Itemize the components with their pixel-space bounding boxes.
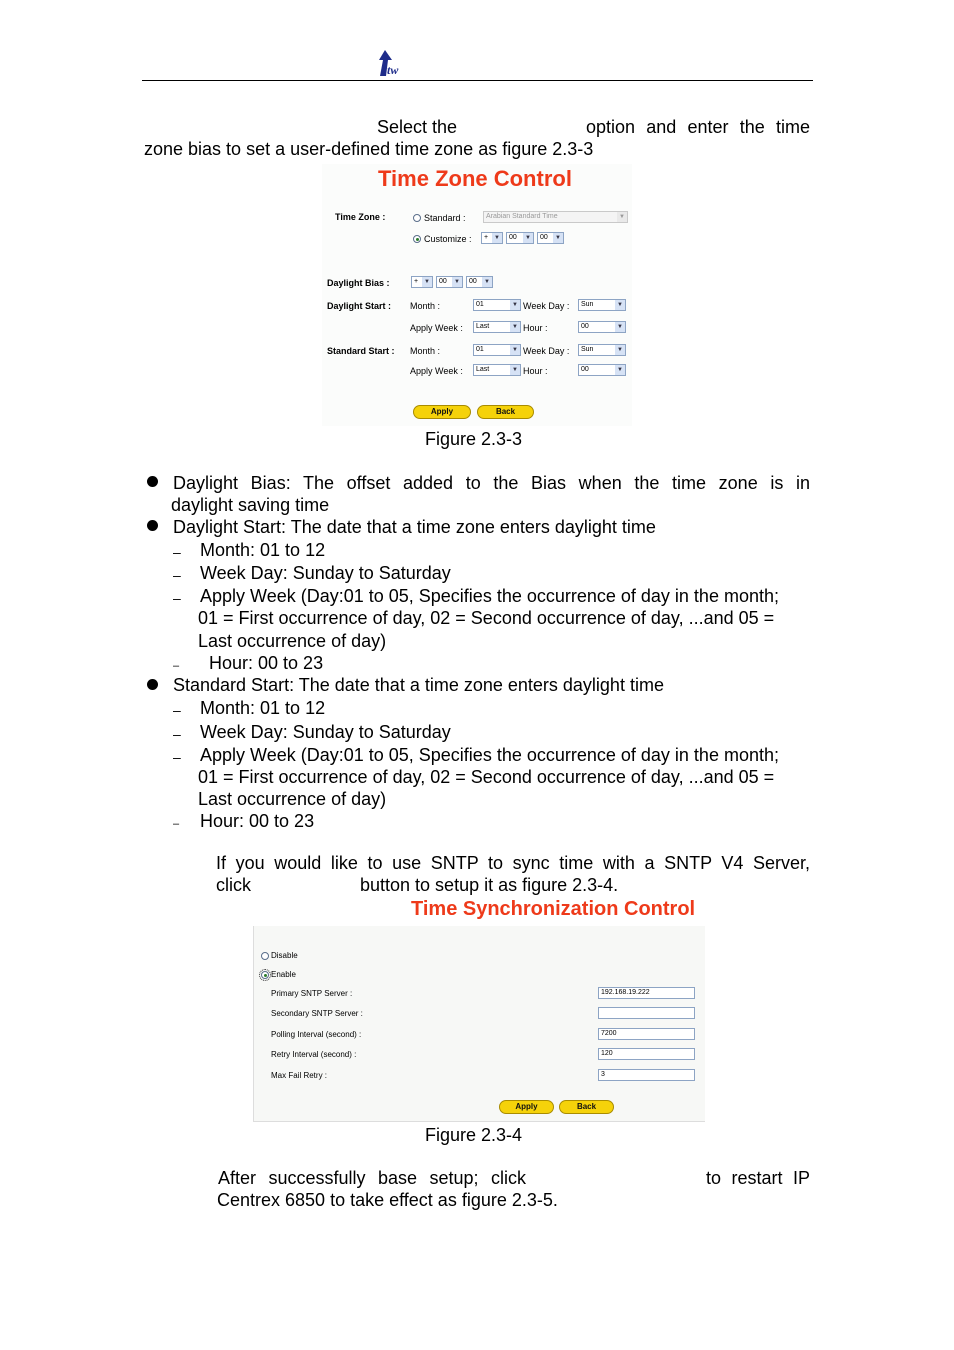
bias-hour-select[interactable] bbox=[436, 276, 463, 288]
bias-sign-select[interactable] bbox=[411, 276, 433, 288]
ds-weekday-label: Week Day : bbox=[523, 301, 570, 311]
disable-label: Disable bbox=[271, 951, 298, 960]
standard-timezone-select[interactable] bbox=[483, 211, 628, 223]
outro-text-line2: Centrex 6850 to take effect as figure 2.3-5. bbox=[217, 1190, 558, 1210]
standard-start-desc: Standard Start: The date that a time zone enters daylight time bbox=[173, 675, 664, 695]
ss-hour-desc: Hour: 00 to 23 bbox=[200, 811, 315, 831]
ss-month-label: Month : bbox=[410, 346, 441, 356]
ds-hour-label: Hour : bbox=[523, 323, 548, 333]
figure2-caption: Figure 2.3-4 bbox=[425, 1125, 523, 1145]
select-value: 00 bbox=[581, 366, 589, 373]
chevron-down-icon: ▼ bbox=[615, 365, 625, 375]
secondary-sntp-label: Secondary SNTP Server : bbox=[271, 1009, 363, 1018]
ds-applyweek-label: Apply Week : bbox=[410, 323, 463, 333]
customize-hour-select[interactable] bbox=[506, 232, 534, 244]
ds-month-desc: Month: 01 to 12 bbox=[200, 540, 326, 560]
daylight-start-label: Daylight Start : bbox=[327, 301, 392, 311]
ss-applyweek-label: Apply Week : bbox=[410, 366, 463, 376]
select-value: Last bbox=[476, 366, 490, 373]
chevron-down-icon: ▼ bbox=[482, 277, 492, 287]
disable-radio[interactable] bbox=[261, 952, 269, 960]
ss-applyweek-desc-2: 01 = First occurrence of day, 02 = Second occurrence of day, ...and 05 = bbox=[198, 767, 775, 787]
ss-applyweek-desc-3: Last occurrence of day) bbox=[198, 789, 387, 809]
standard-radio[interactable] bbox=[413, 214, 421, 222]
ds-applyweek-select[interactable] bbox=[473, 321, 521, 333]
select-value: 01 bbox=[476, 346, 484, 353]
ss-weekday-label: Week Day : bbox=[523, 346, 570, 356]
svg-text:tw: tw bbox=[387, 63, 399, 77]
intro-text-b: option and enter the time bbox=[586, 117, 810, 137]
ss-hour-select[interactable] bbox=[578, 364, 626, 376]
daylight-start-desc: Daylight Start: The date that a time zone enters daylight time bbox=[173, 517, 656, 537]
company-logo-icon bbox=[376, 50, 406, 78]
ss-weekday-desc: Week Day: Sunday to Saturday bbox=[200, 722, 451, 742]
ds-weekday-select[interactable] bbox=[578, 299, 626, 311]
ds-hour-desc: Hour: 00 to 23 bbox=[209, 653, 324, 673]
polling-interval-input[interactable]: 7200 bbox=[598, 1028, 695, 1040]
figure-title: Time Synchronization Control bbox=[411, 898, 696, 920]
chevron-down-icon: ▼ bbox=[422, 277, 432, 287]
outro-text-b: to restart IP bbox=[706, 1168, 810, 1188]
apply-button[interactable]: Apply bbox=[499, 1100, 554, 1114]
select-value: Sun bbox=[581, 301, 594, 308]
ds-applyweek-desc-1: Apply Week (Day:01 to 05, Specifies the occurrence of day in the month; bbox=[200, 586, 779, 606]
back-button[interactable]: Back bbox=[477, 405, 534, 419]
standard-label: Standard : bbox=[424, 213, 466, 223]
chevron-down-icon: ▼ bbox=[553, 233, 563, 243]
enable-label: Enable bbox=[271, 970, 296, 979]
chevron-down-icon: ▼ bbox=[452, 277, 462, 287]
primary-sntp-input[interactable]: 192.168.19.222 bbox=[598, 987, 695, 999]
select-value: Sun bbox=[581, 346, 594, 353]
time-zone-control-figure bbox=[322, 164, 632, 426]
bullet-dot bbox=[147, 679, 158, 690]
ds-month-label: Month : bbox=[410, 301, 441, 311]
dash-marker: – bbox=[173, 726, 181, 742]
chevron-down-icon: ▼ bbox=[617, 212, 627, 222]
chevron-down-icon: ▼ bbox=[510, 365, 520, 375]
daylight-bias-desc-line2: daylight saving time bbox=[171, 495, 330, 515]
ss-month-desc: Month: 01 to 12 bbox=[200, 698, 326, 718]
intro-text-line2: zone bias to set a user-defined time zone as figure 2.3-3 bbox=[144, 139, 594, 159]
ss-applyweek-select[interactable] bbox=[473, 364, 521, 376]
bias-min-select[interactable] bbox=[466, 276, 493, 288]
time-zone-label: Time Zone : bbox=[335, 212, 386, 222]
dash-marker: – bbox=[173, 749, 181, 765]
sntp-text-line1: If you would like to use SNTP to sync time with a SNTP V4 Server, bbox=[216, 853, 810, 873]
ds-month-select[interactable] bbox=[473, 299, 521, 311]
daylight-bias-label: Daylight Bias : bbox=[327, 278, 390, 288]
bullet-dot bbox=[147, 476, 158, 487]
dash-marker: – bbox=[173, 544, 181, 560]
select-value: + bbox=[484, 234, 489, 241]
dash-marker: – bbox=[173, 567, 181, 583]
chevron-down-icon: ▼ bbox=[615, 300, 625, 310]
chevron-down-icon: ▼ bbox=[510, 322, 520, 332]
chevron-down-icon: ▼ bbox=[523, 233, 533, 243]
retry-interval-input[interactable]: 120 bbox=[598, 1048, 695, 1060]
sync-panel bbox=[253, 926, 705, 1122]
primary-sntp-label: Primary SNTP Server : bbox=[271, 989, 353, 998]
ds-weekday-desc: Week Day: Sunday to Saturday bbox=[200, 563, 451, 583]
ds-hour-select[interactable] bbox=[578, 321, 626, 333]
retry-interval-label: Retry Interval (second) : bbox=[271, 1050, 357, 1059]
ds-applyweek-desc-3: Last occurrence of day) bbox=[198, 631, 387, 651]
select-value: 00 bbox=[509, 234, 517, 241]
ss-applyweek-desc-1: Apply Week (Day:01 to 05, Specifies the occurrence of day in the month; bbox=[200, 745, 779, 765]
ss-weekday-select[interactable] bbox=[578, 344, 626, 356]
dash-marker: – bbox=[173, 818, 180, 830]
enable-radio[interactable] bbox=[261, 971, 269, 979]
standard-start-label: Standard Start : bbox=[327, 346, 395, 356]
chevron-down-icon: ▼ bbox=[510, 345, 520, 355]
chevron-down-icon: ▼ bbox=[510, 300, 520, 310]
select-value: Last bbox=[476, 323, 490, 330]
time-sync-control-figure bbox=[253, 898, 705, 1122]
chevron-down-icon: ▼ bbox=[492, 233, 502, 243]
ss-hour-label: Hour : bbox=[523, 366, 548, 376]
select-value: 00 bbox=[540, 234, 548, 241]
select-value: 01 bbox=[476, 301, 484, 308]
header-rule bbox=[142, 80, 813, 81]
daylight-bias-desc-line1: Daylight Bias: The offset added to the Bias when the time zone is in bbox=[173, 473, 810, 493]
chevron-down-icon: ▼ bbox=[615, 322, 625, 332]
dash-marker: – bbox=[173, 702, 181, 718]
select-value: + bbox=[414, 278, 419, 285]
dash-marker: – bbox=[173, 590, 181, 606]
customize-label: Customize : bbox=[424, 234, 472, 244]
select-value: 00 bbox=[469, 278, 477, 285]
dash-marker: – bbox=[173, 660, 180, 672]
select-value: Arabian Standard Time bbox=[486, 213, 558, 220]
ss-month-select[interactable] bbox=[473, 344, 521, 356]
sntp-text-rest: button to setup it as figure 2.3-4. bbox=[360, 875, 619, 895]
back-button[interactable]: Back bbox=[559, 1100, 614, 1114]
intro-text-a: Select the bbox=[377, 117, 458, 137]
apply-button[interactable]: Apply bbox=[413, 405, 471, 419]
secondary-sntp-input[interactable] bbox=[598, 1007, 695, 1019]
ds-applyweek-desc-2: 01 = First occurrence of day, 02 = Second occurrence of day, ...and 05 = bbox=[198, 608, 775, 628]
outro-text-a: After successfully base setup; click bbox=[218, 1168, 526, 1188]
select-value: 00 bbox=[439, 278, 447, 285]
chevron-down-icon: ▼ bbox=[615, 345, 625, 355]
sntp-text-click: click bbox=[216, 875, 251, 895]
bullet-dot bbox=[147, 520, 158, 531]
max-fail-retry-label: Max Fail Retry : bbox=[271, 1071, 328, 1080]
max-fail-retry-input[interactable]: 3 bbox=[598, 1069, 695, 1081]
polling-interval-label: Polling Interval (second) : bbox=[271, 1030, 362, 1039]
select-value: 00 bbox=[581, 323, 589, 330]
figure-title: Time Zone Control bbox=[378, 166, 572, 191]
customize-sign-select[interactable] bbox=[481, 232, 503, 244]
customize-min-select[interactable] bbox=[537, 232, 564, 244]
customize-radio[interactable] bbox=[413, 235, 421, 243]
figure1-caption: Figure 2.3-3 bbox=[425, 429, 523, 449]
